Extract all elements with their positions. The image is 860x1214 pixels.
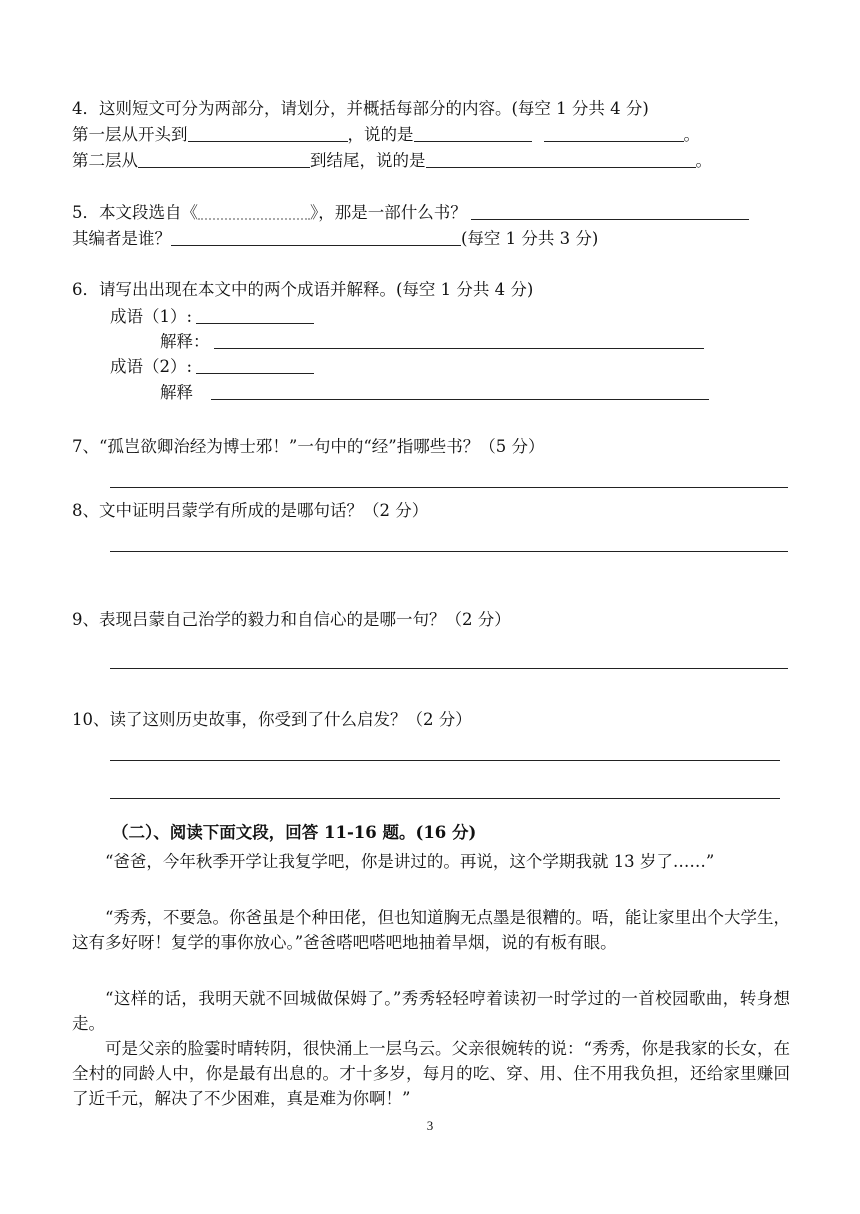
passage-paragraph-2: “秀秀，不要急。你爸虽是个种田佬，但也知道胸无点墨是很糟的。唔，能让家里出个大学生，这有多好呀！复学的事你放心。”爸爸嗒吧嗒吧地抽着旱烟，说的有板有眼。: [72, 908, 790, 952]
idiom-2-label: 成语（2）:: [110, 357, 193, 376]
explain-1-label: 解释：: [160, 332, 210, 351]
answer-line[interactable]: [110, 760, 780, 761]
answer-blank[interactable]: [196, 358, 314, 374]
answer-line[interactable]: [110, 487, 788, 488]
answer-line[interactable]: [110, 551, 788, 552]
explain-1-row: [160, 332, 704, 352]
explain-2-label: 解释: [160, 383, 193, 402]
answer-blank[interactable]: [196, 308, 314, 324]
period: 。: [695, 151, 712, 170]
question-4-line-1-prefix: 第一层从开头到: [72, 125, 188, 144]
answer-line[interactable]: [110, 798, 780, 799]
answer-blank[interactable]: [426, 152, 696, 168]
question-10: 10、读了这则历史故事，你受到了什么启发？（2 分）: [72, 710, 472, 729]
question-5-mid: 》，那是一部什么书？: [310, 203, 467, 222]
question-8: 8、文中证明吕蒙学有所成的是哪句话？（2 分）: [72, 501, 429, 520]
period: 。: [683, 125, 700, 144]
question-5-line-1: [72, 203, 749, 223]
idiom-1-row: [110, 307, 314, 327]
book-title-blank[interactable]: [198, 203, 310, 220]
idiom-2-row: [110, 357, 314, 377]
question-5-score: (每空 1 分共 3 分): [461, 229, 599, 248]
answer-line[interactable]: [110, 668, 788, 669]
section-heading: （二）、阅读下面文段，回答 11-16 题。(16 分): [112, 823, 477, 842]
question-9: 9、表现吕蒙自己治学的毅力和自信心的是哪一句？（2 分）: [72, 610, 511, 629]
answer-blank[interactable]: [138, 152, 310, 168]
answer-blank[interactable]: [471, 204, 749, 220]
question-7: 7、“孤岂欲卿治经为博士邪！”一句中的“经”指哪些书？（5 分）: [72, 437, 545, 456]
question-4-line-1-mid: ，说的是: [347, 125, 414, 144]
question-4-line-1: [72, 125, 700, 145]
answer-blank[interactable]: [171, 230, 461, 246]
answer-blank[interactable]: [211, 384, 709, 400]
question-5-prefix: 5．本文段选自《: [72, 203, 198, 222]
passage-paragraph-3: “这样的话，我明天就不回城做保姆了。”秀秀轻轻哼着读初一时学过的一首校园歌曲，转身想走。: [72, 989, 790, 1033]
page-number: 3: [426, 1118, 434, 1133]
question-4-line-2-mid: 到结尾，说的是: [310, 151, 426, 170]
passage-paragraph-1: “爸爸，今年秋季开学让我复学吧，你是讲过的。再说，这个学期我就 13 岁了……”: [105, 852, 715, 871]
question-4-line-2-prefix: 第二层从: [72, 151, 138, 170]
idiom-1-label: 成语（1）:: [110, 307, 193, 326]
explain-2-row: [160, 383, 709, 403]
answer-blank[interactable]: [214, 333, 704, 349]
answer-blank[interactable]: [544, 126, 684, 142]
question-4: 4．这则短文可分为两部分，请划分，并概括每部分的内容。(每空 1 分共 4 分): [72, 99, 649, 118]
question-4-line-2: [72, 151, 712, 171]
answer-blank[interactable]: [188, 126, 348, 142]
question-6: 6．请写出出现在本文中的两个成语并解释。(每空 1 分共 4 分): [72, 280, 534, 299]
question-5-editor-label: 其编者是谁？: [72, 229, 171, 248]
passage-paragraph-4: 可是父亲的脸霎时晴转阴，很快涌上一层乌云。父亲很婉转的说：“秀秀，你是我家的长女，在全村的同龄人中，你是最有出息的。才十多岁，每月的吃、穿、用、住不用我负担，还给家里赚回了近千元，解决了不少困难，真是难为你啊！”: [72, 1039, 790, 1108]
answer-blank[interactable]: [414, 126, 532, 142]
question-5-line-2: [72, 229, 598, 249]
